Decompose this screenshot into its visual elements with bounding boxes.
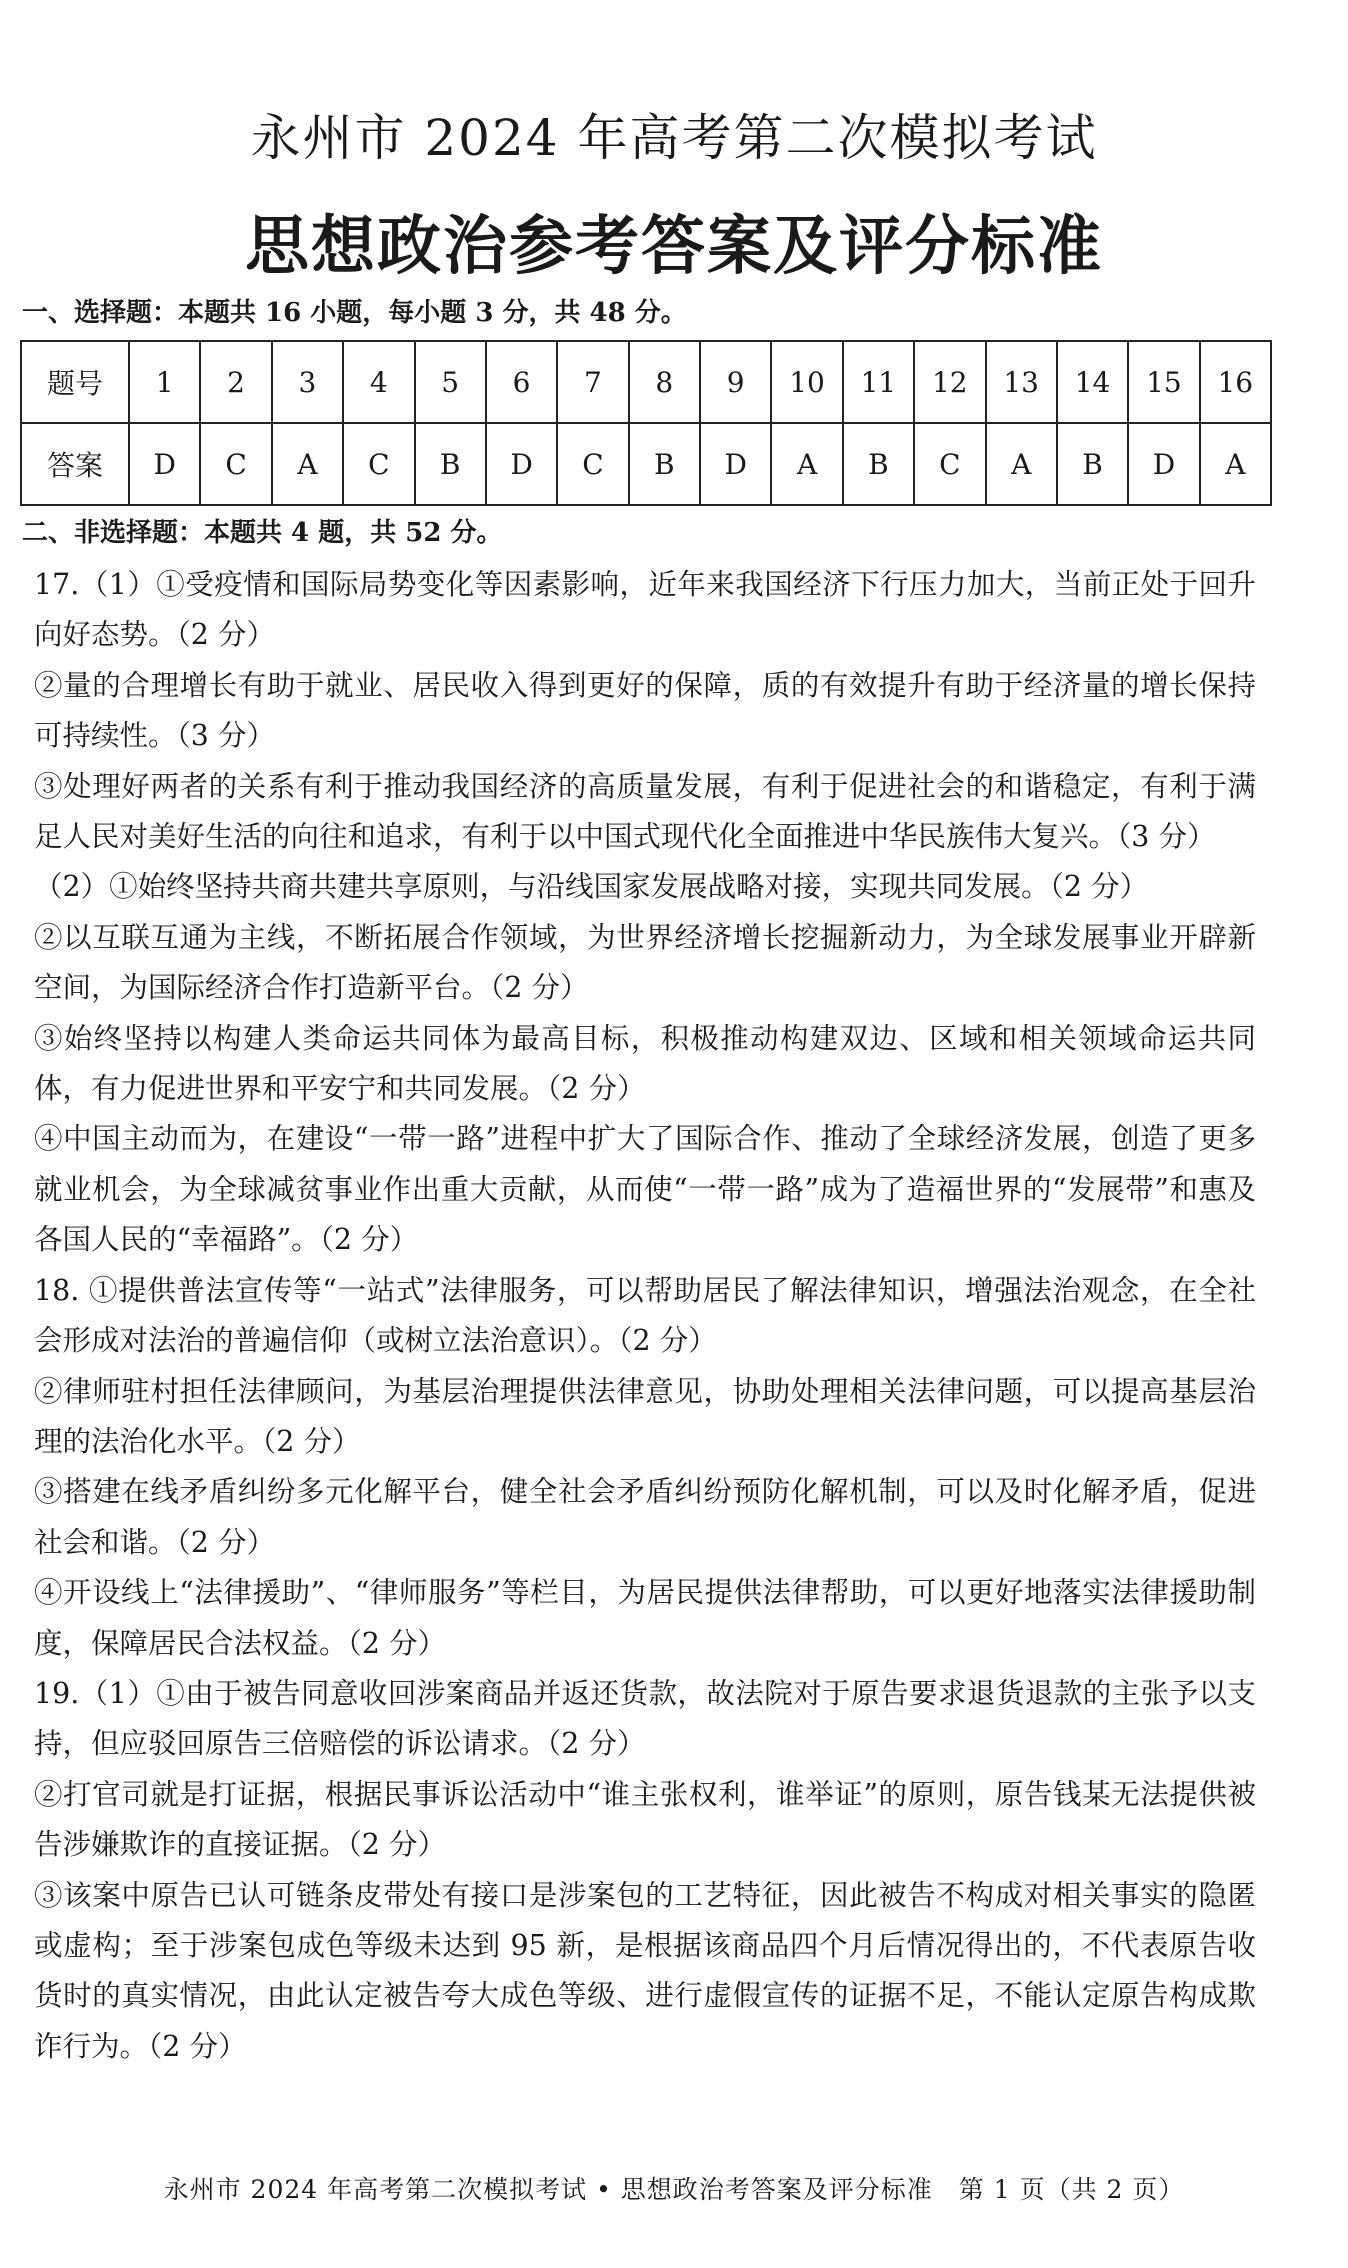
question-number-cell: 7 (557, 341, 628, 423)
answer-paragraph-19-1-1: 19.（1）①由于被告同意收回涉案商品并返还货款，故法院对于原告要求退货退款的主张予以支持，但应驳回原告三倍赔偿的诉讼请求。（2 分） (34, 1676, 1256, 1761)
answer-paragraph-17-2-4: ④中国主动而为，在建设“一带一路”进程中扩大了国际合作、推动了全球经济发展，创造了更多就业机会，为全球减贫事业作出重大贡献，从而使“一带一路”成为了造福世界的“发展带”和惠及各国人民的“幸福路”。（2 分） (34, 1122, 1256, 1257)
answer-cell: A (1200, 423, 1271, 505)
question-number-cell: 9 (700, 341, 771, 423)
answer-paragraph-17-1-3: ③处理好两者的关系有利于推动我国经济的高质量发展，有利于促进社会的和谐稳定，有利于满足人民对美好生活的向往和追求，有利于以中国式现代化全面推进中华民族伟大复兴。（3 分） (34, 769, 1256, 854)
row-label-answers: 答案 (21, 423, 129, 505)
question-number-cell: 5 (415, 341, 486, 423)
question-number-cell: 8 (629, 341, 700, 423)
answer-cell: C (200, 423, 271, 505)
answer-body (34, 560, 1256, 2072)
question-number-cell: 14 (1057, 341, 1128, 423)
question-number-cell: 3 (272, 341, 343, 423)
answer-cell: D (129, 423, 200, 505)
page-footer: 永州市 2024 年高考第二次模拟考试 • 思想政治考答案及评分标准 第 1 页（共 2 页） (163, 2175, 1185, 2204)
question-number-cell: 11 (843, 341, 914, 423)
answer-cell: A (771, 423, 842, 505)
answer-paragraph-18-4: ④开设线上“法律援助”、“律师服务”等栏目，为居民提供法律帮助，可以更好地落实法律援助制度，保障居民合法权益。（2 分） (34, 1576, 1256, 1660)
answer-cell: D (1128, 423, 1199, 505)
answer-cell: D (700, 423, 771, 505)
answer-cell: A (272, 423, 343, 505)
answer-paragraph-18-3: ③搭建在线矛盾纠纷多元化解平台，健全社会矛盾纠纷预防化解机制，可以及时化解矛盾，促进社会和谐。（2 分） (34, 1475, 1256, 1559)
answer-cell: C (914, 423, 985, 505)
answer-paragraph-17-2-2: ②以互联互通为主线，不断拓展合作领域，为世界经济增长挖掘新动力，为全球发展事业开辟新空间，为国际经济合作打造新平台。（2 分） (34, 920, 1256, 1005)
answer-paragraph-17-2-3: ③始终坚持以构建人类命运共同体为最高目标，积极推动构建双边、区域和相关领域命运共同体，有力促进世界和平安宁和共同发展。（2 分） (34, 1021, 1256, 1106)
table-row-numbers (21, 341, 1271, 423)
answer-cell: D (486, 423, 557, 505)
answer-cell: C (343, 423, 414, 505)
question-number-cell: 1 (129, 341, 200, 423)
answer-paragraph-17-2-1: （2）①始终坚持共商共建共享原则，与沿线国家发展战略对接，实现共同发展。（2 分） (34, 870, 1149, 904)
answer-paragraph-19-1-2: ②打官司就是打证据，根据民事诉讼活动中“谁主张权利，谁举证”的原则，原告钱某无法提供被告涉嫌欺诈的直接证据。（2 分） (34, 1777, 1256, 1862)
table-row-answers (21, 423, 1271, 505)
answer-paragraph-18-1: 18. ①提供普法宣传等“一站式”法律服务，可以帮助居民了解法律知识，增强法治观念，在全社会形成对法治的普遍信仰（或树立法治意识）。（2 分） (34, 1273, 1256, 1358)
answer-cell: B (843, 423, 914, 505)
question-number-cell: 12 (914, 341, 985, 423)
answer-cell: B (629, 423, 700, 505)
answer-paragraph-19-1-3: ③该案中原告已认可链条皮带处有接口是涉案包的工艺特征，因此被告不构成对相关事实的隐匿或虚构；至于涉案包成色等级未达到 95 新，是根据该商品四个月后情况得出的，不代表原告收货时的真实情况，由此认定被告夸大成色等级、进行虚假宣传的证据不足，不能认定原告构成欺诈行为。（2 分） (34, 1878, 1256, 2063)
answer-cell: A (986, 423, 1057, 505)
answer-paragraph-18-2: ②律师驻村担任法律顾问，为基层治理提供法律意见，协助处理相关法律问题，可以提高基层治理的法治化水平。（2 分） (34, 1374, 1256, 1458)
answer-cell: C (557, 423, 628, 505)
exam-title: 永州市 2024 年高考第二次模拟考试 (250, 109, 1098, 167)
answer-cell: B (1057, 423, 1128, 505)
answer-table (20, 340, 1272, 506)
section-heading-non-choice: 二、非选择题：本题共 4 题，共 52 分。 (22, 518, 503, 548)
document-title: 思想政治参考答案及评分标准 (245, 209, 1103, 284)
question-number-cell: 10 (771, 341, 842, 423)
answer-paragraph-17-1-1: 17.（1）①受疫情和国际局势变化等因素影响，近年来我国经济下行压力加大，当前正处于回升向好态势。（2 分） (34, 568, 1256, 652)
question-number-cell: 16 (1200, 341, 1271, 423)
question-number-cell: 4 (343, 341, 414, 423)
question-number-cell: 2 (200, 341, 271, 423)
answer-paragraph-17-1-2: ②量的合理增长有助于就业、居民收入得到更好的保障，质的有效提升有助于经济量的增长保持可持续性。（3 分） (34, 668, 1256, 753)
row-label-numbers: 题号 (21, 341, 129, 423)
question-number-cell: 15 (1128, 341, 1199, 423)
section-heading-multiple-choice: 一、选择题：本题共 16 小题，每小题 3 分，共 48 分。 (22, 298, 687, 328)
question-number-cell: 13 (986, 341, 1057, 423)
question-number-cell: 6 (486, 341, 557, 423)
answer-cell: B (415, 423, 486, 505)
